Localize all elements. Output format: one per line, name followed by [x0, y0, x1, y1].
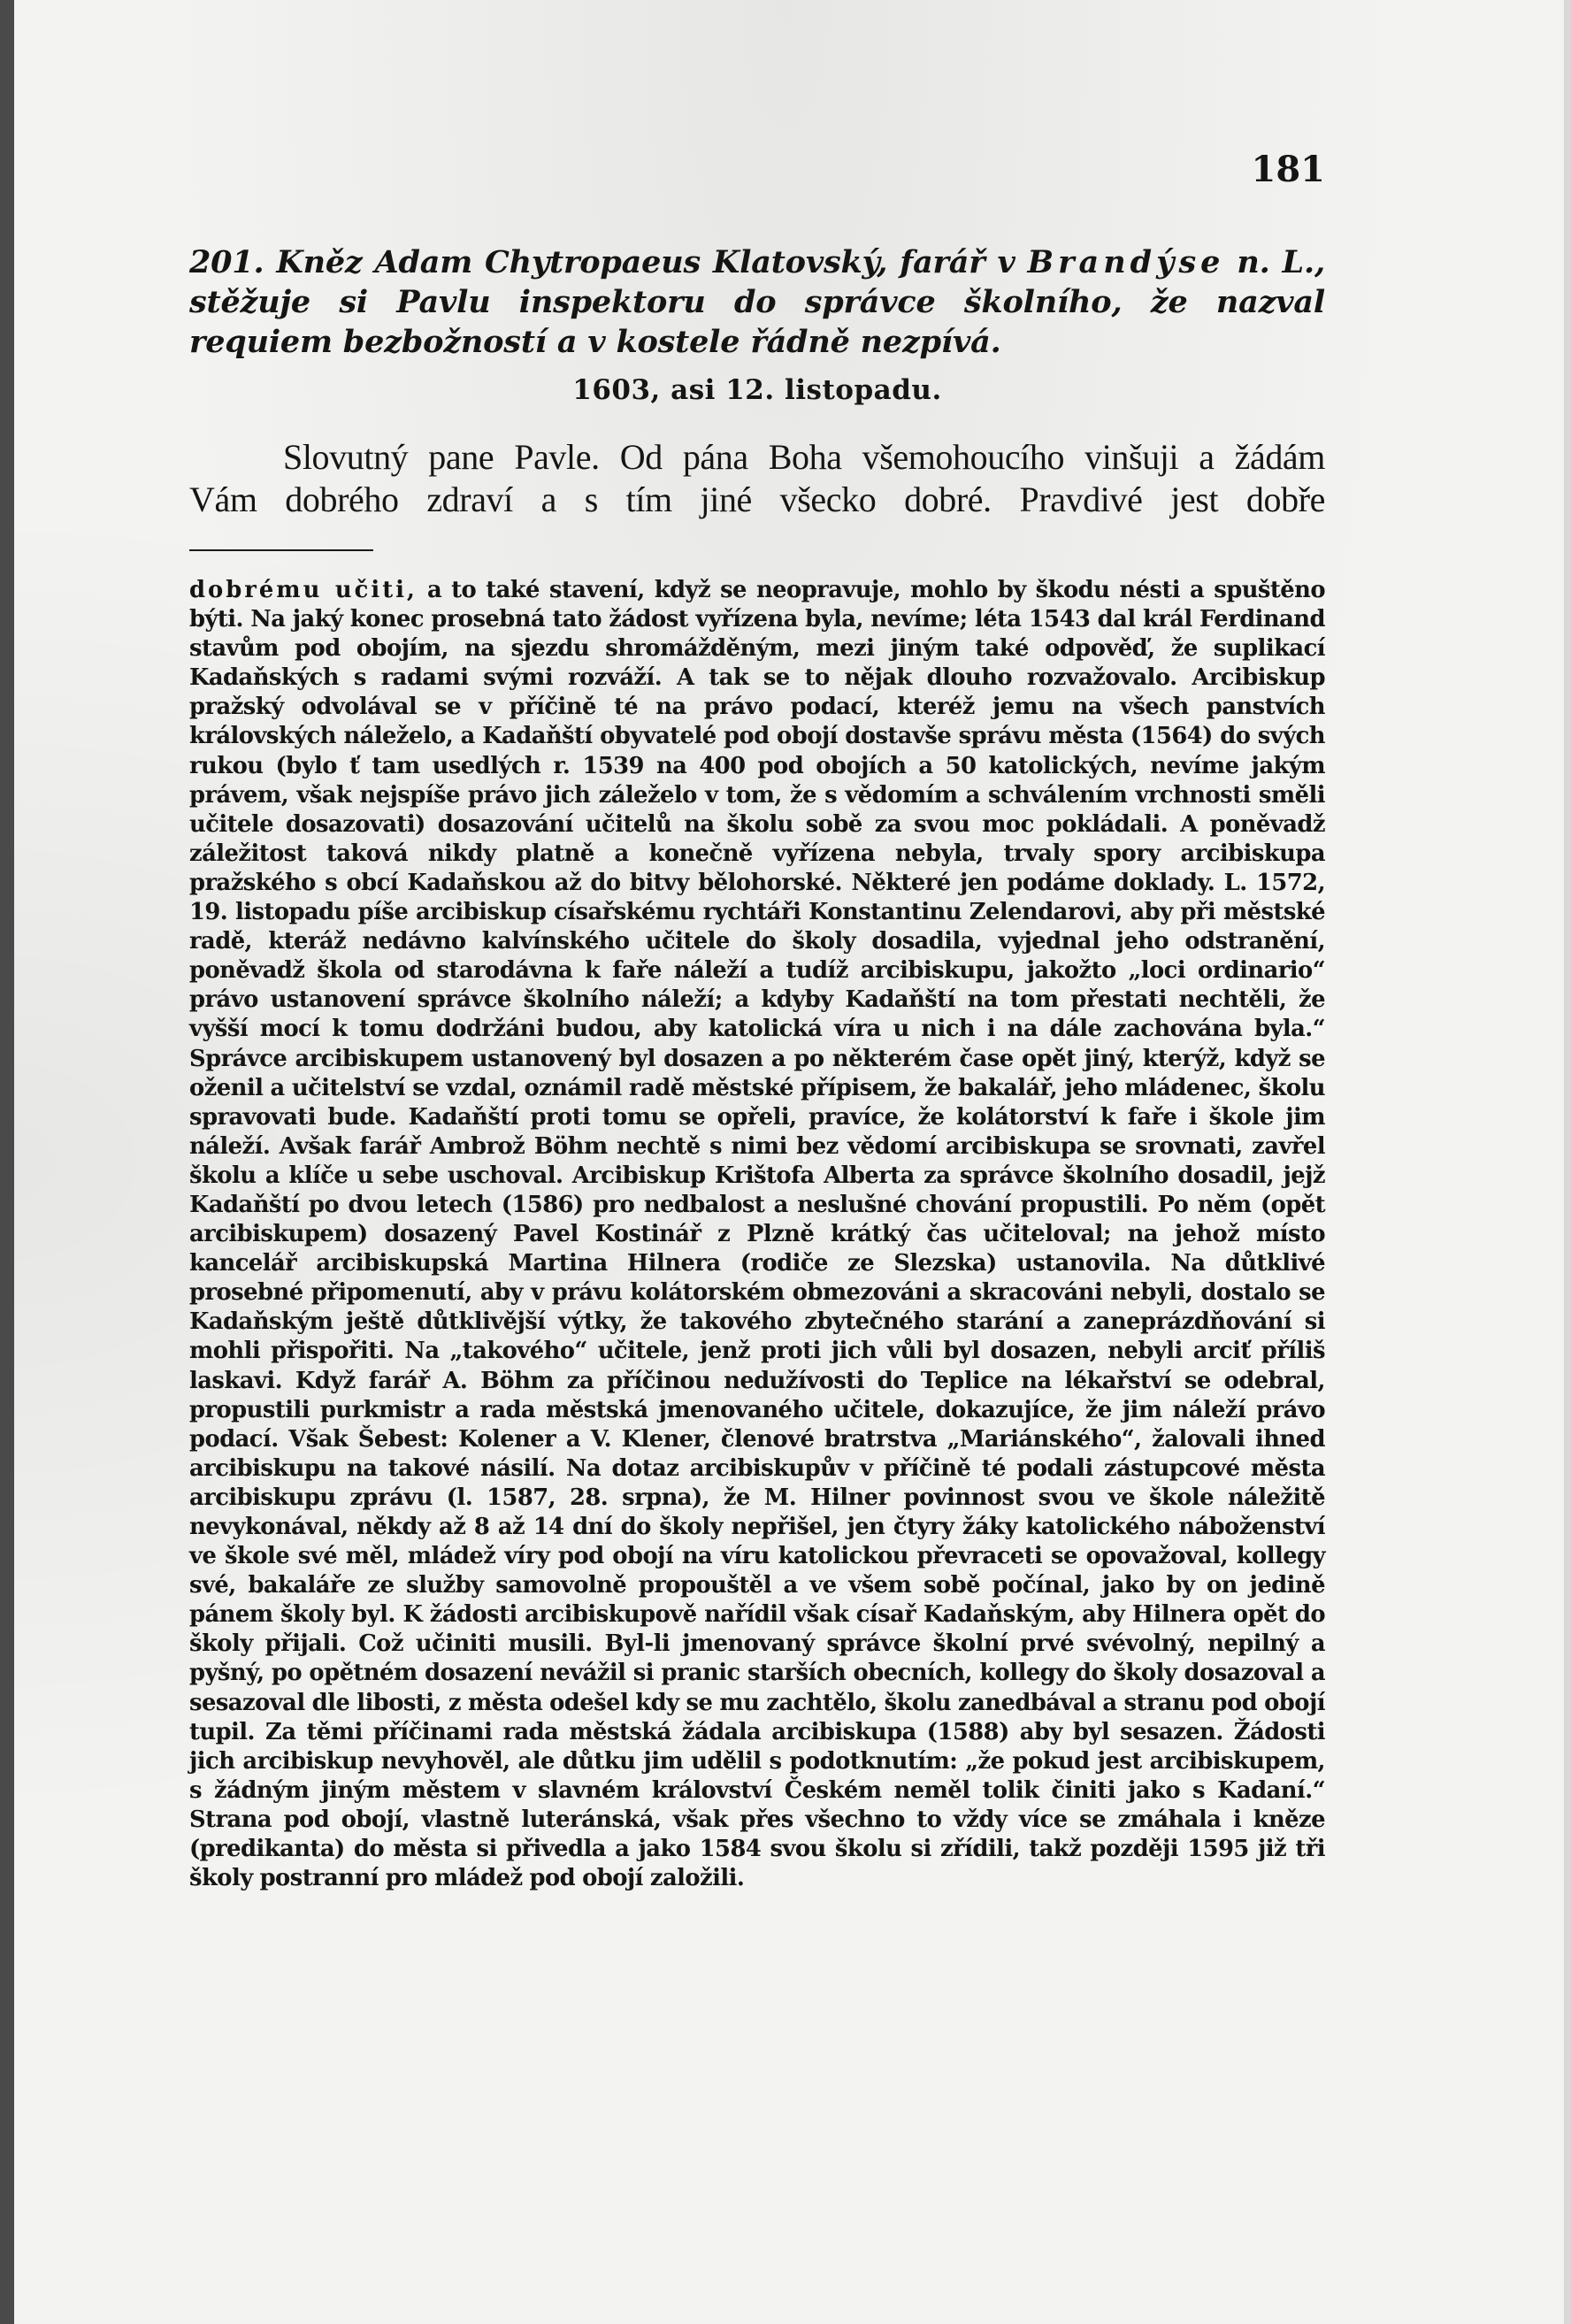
heading-part-1: Kněz Adam Chytropaeus Klatovský, farář v [276, 244, 1015, 280]
letter-line-2: Vám dobrého zdraví a s tím jiné všecko dobré. Pravdivé jest dobře [189, 479, 1325, 519]
letter-line-1: Slovutný pane Pavle. Od pána Boha všemohoucího vinšuji a žádám [283, 437, 1325, 477]
scan-left-edge [0, 0, 14, 2324]
footnote-lead: dobrému učiti, [189, 577, 418, 603]
scan-right-edge [1564, 0, 1571, 2324]
heading-part-2: n. L., stěžuje si Pavlu inspektoru do správce školního, že nazval requiem bezbožností a v kostele řádně nezpívá. [189, 244, 1325, 360]
page-number: 181 [1251, 149, 1325, 190]
footnote-divider [189, 549, 373, 551]
document-number: 201. [189, 244, 264, 280]
document-date: 1603, asi 12. listopadu. [572, 374, 942, 406]
footnote [189, 576, 1325, 1893]
heading-place: Brandýse [1027, 244, 1225, 280]
document-heading [189, 242, 1325, 362]
page-content [189, 242, 1325, 1893]
footnote-text: a to také stavení, když se neopravuje, mohlo by škodu nésti a spuštěno býti. Na jaký konec prosebná tato žádost vyřízena byla, nevíme; léta 1543 dal král Ferdinand stavům pod obojím, na sjezdu shromážděným, mezi jiným také odpověď, že suplikací Kadaňských s radami svými rozváží. A tak se to nějak dlouho rozvažovalo. Arcibiskup pražský odvolával se v příčině té na právo podací, kteréž jemu na všech panstvích královských náleželo, a Kadaňští obyvatelé pod obojí dostavše správu města (1564) do svých rukou (bylo ť tam usedlých r. 1539 na 400 pod obojích a 50 katolických, nevíme jakým právem, však nejspíše právo jich záleželo v tom, že s vědomím a schválením vrchnosti směli učitele dosazovati) dosazování učitelů na školu sobě za svou moc pokládali. A poněvadž záležitost taková nikdy platně a konečně vyřízena nebyla, trvaly spory arcibiskupa pražského s obcí Kadaňskou až do bitvy bělohorské. Některé jen podáme doklady. L. 1572, 19. listopadu píše arcibiskup císařskému rychtáři Konstantinu Zelendarovi, aby při městské radě, kteráž nedávno kalvínského učitele do školy dosadila, vyjednal jeho odstranění, poněvadž škola od starodávna k faře náleží a tudíž arcibiskupu, jakožto „loci ordinario“ právo ustanovení správce školního náleží; a kdyby Kadaňští na tom přestati nechtěli, že vyšší mocí k tomu dodržáni budou, aby katolická víra u nich i na dále zachována byla.“ Správce arcibiskupem ustanovený byl dosazen a po některém čase opět jiný, kterýž, když se oženil a učitelství se vzdal, oznámil radě městské přípisem, že bakalář, jeho mládenec, školu spravovati bude. Kadaňští proti tomu se opřeli, pravíce, že kolátorství k faře i škole jim náleží. Avšak farář Ambrož Böhm nechtě s nimi bez vědomí arcibiskupa se srovnati, zavřel školu a klíče u sebe uschoval. Arcibiskup Krištofa Alberta za správce školního dosadil, jejž Kadaňští po dvou letech (1586) pro nedbalost a neslušné chování propustili. Po něm (opět arcibiskupem) dosazený Pavel Kostinář z Plzně krátký čas učiteloval; na jehož místo kancelář arcibiskupská Martina Hilnera (rodiče ze Slezska) ustanovila. Na důtklivé prosebné připomenutí, aby v právu kolátorském obmezováni a skracováni nebyli, dostalo se Kadaňským ještě důtklivější výtky, že takového zbytečného starání a zaneprázdňování si mohli přispořiti. Na „takového“ učitele, jenž proti jich vůli byl dosazen, nebyli arciť příliš laskavi. Když farář A. Böhm za příčinou nedužívosti do Teplice na lékařství se odebral, propustili purkmistr a rada městská jmenovaného učitele, dokazujíce, že jim náleží právo podací. Však Šebest: Kolener a V. Klener, členové bratrstva „Mariánského“, žalovali ihned arcibiskupu na takové násilí. Na dotaz arcibiskupův v příčině té podali zástupcové města arcibiskupu zprávu (l. 1587, 28. srpna), že M. Hilner povinnost svou ve škole náležitě nevykonával, někdy až 8 až 14 dní do školy nepřišel, jen čtyry žáky katolického náboženství ve škole své měl, mládež víry pod obojí na víru katolickou převraceti se opovažoval, kollegy své, bakaláře ze služby samovolně propouštěl a ve všem sobě počínal, jako by on jedině pánem školy byl. K žádosti arcibiskupově nařídil však císař Kadaňským, aby Hilnera opět do školy přijali. Což učiniti musili. Byl-li jmenovaný správce školní prvé svévolný, nepilný a pyšný, po opětném dosazení nevážil si pranic starších obecních, kollegy do školy dosazoval a sesazoval dle libosti, z města odešel kdy se mu zachtělo, školu zanedbával a stranu pod obojí tupil. Za těmi příčinami rada městská žádala arcibiskupa (1588) aby byl sesazen. Žádosti jich arcibiskup nevyhověl, ale důtku jim udělil s podotknutím: „že pokud jest arcibiskupem, s žádným jiným městem v slavném království Českém neměl tolik činiti jako s Kadaní.“ Strana pod obojí, vlastně luteránská, však přes všechno to vždy více se zmáhala i kněze (predikanta) do města si přivedla a jako 1584 svou školu si zřídili, takž později 1595 již tři školy postranní pro mládež pod obojí založili. [189, 577, 1325, 1892]
